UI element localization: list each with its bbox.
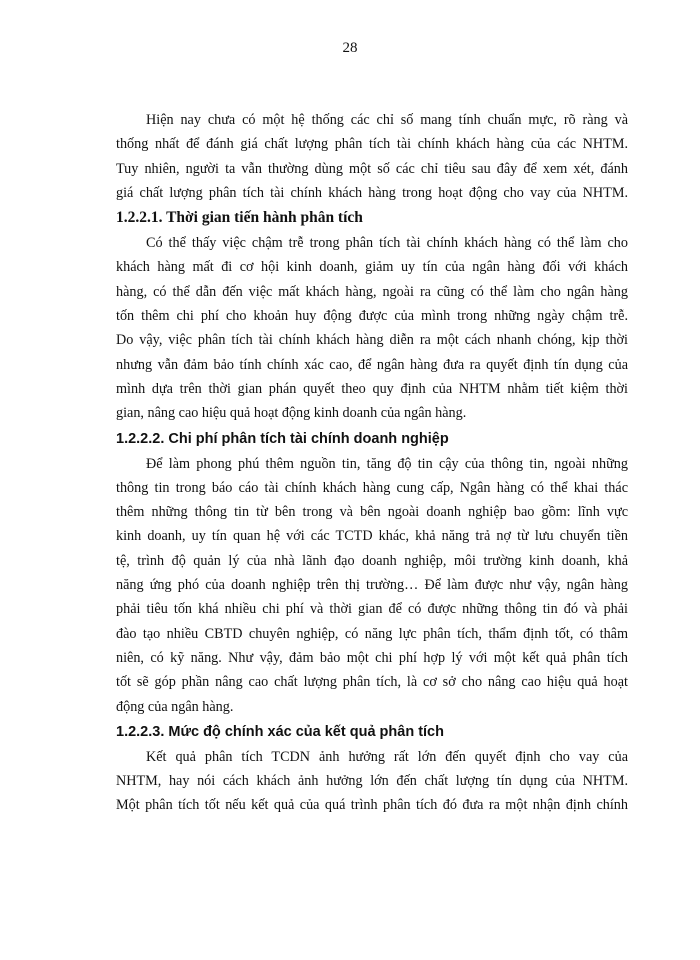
section-heading: 1.2.2.2. Chi phí phân tích tài chính doanh nghiệp	[116, 430, 449, 447]
paragraph-line: động của ngân hàng.	[116, 698, 234, 715]
paragraph-line: Tuy nhiên, người ta vẫn thường dùng một số các chỉ tiêu sau đây để xem xét, đánh	[116, 160, 628, 177]
paragraph-line: Để làm phong phú thêm nguồn tin, tăng độ tin cậy của thông tin, ngoài những	[146, 455, 628, 472]
document-body	[116, 108, 628, 818]
section-accuracy	[116, 719, 628, 818]
paragraph-line: Có thể thấy việc chậm trễ trong phân tích tài chính khách hàng có thể làm cho	[146, 235, 628, 252]
paragraph-line: năng ứng phó của doanh nghiệp trên thị trường… Để làm được như vậy, ngân hàng	[116, 577, 628, 594]
paragraph-line: giá chất lượng phân tích tài chính khách hàng trong hoạt động cho vay của NHTM.	[116, 184, 628, 201]
paragraph-line: Kết quả phân tích TCDN ảnh hưởng rất lớn đến quyết định cho vay của	[146, 748, 628, 765]
paragraph-line: kinh doanh, uy tín quan hệ với các TCTD khác, khả năng trả nợ từ lưu chuyển tiền	[116, 528, 628, 545]
paragraph-line: hàng, có thể dẫn đến việc mất khách hàng, ngoài ra cũng có thể làm cho ngân hàng	[116, 283, 628, 300]
paragraph-line: tốt sẽ góp phần nâng cao chất lượng phân tích, là cơ sở cho nâng cao hiệu quả hoạt	[116, 674, 628, 691]
paragraph-line: khách hàng mất đi cơ hội kinh doanh, giảm uy tín của ngân hàng đối với khách	[116, 259, 628, 276]
paragraph-line: Một phân tích tốt nếu kết quả của quá trình phân tích đó đưa ra một nhận định chính	[116, 797, 628, 814]
paragraph-line: Hiện nay chưa có một hệ thống các chỉ số mang tính chuẩn mực, rõ ràng và	[146, 112, 628, 128]
paragraph-line: tệ, trình độ quản lý của nhà lãnh đạo doanh nghiệp, môi trường kinh doanh, khả	[116, 552, 628, 569]
paragraph-line: niên, có kỹ năng. Như vậy, đảm bảo một chi phí hợp lý với một kết quả phân tích	[116, 649, 628, 666]
paragraph-line: mình dựa trên thời gian phán quyết theo quy định của NHTM nhằm tiết kiệm thời	[116, 380, 628, 397]
paragraph-line: gian, nâng cao hiệu quả hoạt động kinh doanh của ngân hàng.	[116, 405, 467, 422]
paragraph-line: thống nhất để đánh giá chất lượng phân tích tài chính khách hàng của các NHTM.	[116, 136, 628, 153]
page-number: 28	[342, 40, 358, 56]
section-heading: 1.2.2.1. Thời gian tiến hành phân tích	[116, 209, 363, 227]
paragraph-line: nhưng vẫn đảm bảo tính chính xác cao, để ngân hàng đưa ra quyết định tín dụng của	[116, 356, 628, 373]
paragraph-line: tốn thêm chi phí cho khoản huy động được của mình trong những ngày chậm trễ.	[116, 308, 628, 325]
section-heading: 1.2.2.3. Mức độ chính xác của kết quả phân tích	[116, 723, 444, 740]
paragraph-line: NHTM, hay nói cách khách ảnh hưởng lớn đến chất lượng tín dụng của NHTM.	[116, 773, 628, 790]
paragraph-line: phải tiêu tốn khá nhiều chi phí và thời gian để có được những thông tin đó và phải	[116, 601, 628, 618]
section-time	[116, 205, 628, 425]
paragraph-line: đào tạo nhiều CBTD chuyên nghiệp, có năng lực phân tích, thẩm định tốt, có thâm	[116, 625, 628, 642]
paragraph-line: thêm những thông tin từ bên trong và bên ngoài doanh nghiệp bao gồm: lĩnh vực	[116, 504, 628, 521]
paragraph-line: thông tin trong báo cáo tài chính khách hàng cung cấp, Ngân hàng có thể khai thác	[116, 479, 628, 496]
paragraph-line: Do vậy, việc phân tích tài chính khách hàng diễn ra một cách nhanh chóng, kịp thời	[116, 332, 628, 349]
section-cost	[116, 426, 628, 719]
intro-paragraph	[116, 108, 628, 205]
